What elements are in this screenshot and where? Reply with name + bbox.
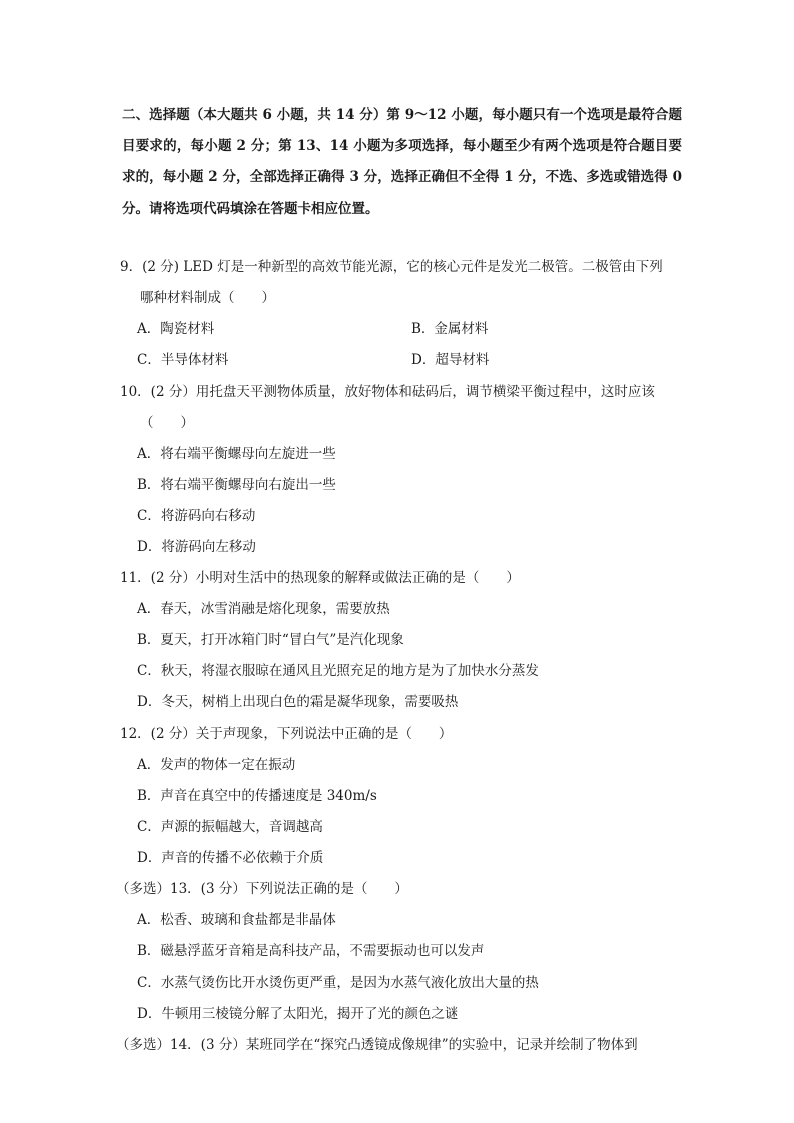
question-12-option-d: D．声音的传播不必依赖于介质 [137,850,324,866]
question-10-option-a: A．将右端平衡螺母向左旋进一些 [137,446,336,462]
question-12-option-b: B．声音在真空中的传播速度是 340m/s [137,788,377,804]
question-14-stem: （多选）14．(3 分）某班同学在“探究凸透镜成像规律”的实验中，记录并绘制了物体到 [116,1037,638,1053]
question-12-option-c: C．声源的振幅越大，音调越高 [137,819,323,835]
question-10-option-d: D．将游码向左移动 [137,539,256,555]
question-9-option-c: C．半导体材料 [137,352,229,368]
question-9-stem: 9．(2 分) LED 灯是一种新型的高效节能光源，它的核心元件是发光二极管。二极管由下列 [120,259,663,275]
question-9-option-b: B．金属材料 [411,321,489,337]
question-13-option-b: B．磁悬浮蓝牙音箱是高科技产品，不需要振动也可以发声 [137,943,485,959]
question-9-option-a: A．陶瓷材料 [137,321,215,337]
question-11-stem: 11．(2 分）小明对生活中的热现象的解释或做法正确的是（ ） [120,570,520,586]
question-10-option-c: C．将游码向右移动 [137,508,256,524]
question-13-stem: （多选）13．(3 分）下列说法正确的是（ ） [116,881,408,897]
question-10-stem: 10．(2 分）用托盘天平测物体质量，放好物体和砝码后，调节横梁平衡过程中，这时应该 [120,384,655,400]
question-13-option-d: D．牛顿用三棱镜分解了太阳光，揭开了光的颜色之谜 [137,1006,459,1022]
question-12-option-a: A．发声的物体一定在振动 [137,757,296,773]
question-10-stem-cont: （ ） [140,415,194,431]
question-13-option-c: C．水蒸气烫伤比开水烫伤更严重，是因为水蒸气液化放出大量的热 [137,975,539,991]
question-10-option-b: B．将右端平衡螺母向右旋出一些 [137,477,336,493]
question-11-option-c: C．秋天，将湿衣服晾在通风且光照充足的地方是为了加快水分蒸发 [137,663,539,679]
question-11-option-a: A．春天，冰雪消融是熔化现象，需要放热 [137,601,390,617]
question-9-stem-cont: 哪种材料制成（ ） [140,290,275,306]
question-11-option-b: B．夏天，打开冰箱门时“冒白气”是汽化现象 [137,632,404,648]
section-instructions: 二、选择题（本大题共 6 小题，共 14 分）第 9～12 小题，每小题只有一个选项是最符合题目要求的，每小题 2 分；第 13、14 小题为多项选择，每小题至少有两个选项是符合题目要求的，每小题 2 分，全部选择正确得 3 分，选择正确但不全得 1 分，不选、多选或错选得 0 分。请将选项代码填涂在答题卡相应位置。 [122,107,682,217]
question-12-stem: 12．(2 分）关于声现象，下列说法中正确的是（ ） [120,726,453,742]
question-13-option-a: A．松香、玻璃和食盐都是非晶体 [137,912,336,928]
question-9-option-d: D．超导材料 [411,352,490,368]
question-11-option-d: D．冬天，树梢上出现白色的霜是凝华现象，需要吸热 [137,694,459,710]
